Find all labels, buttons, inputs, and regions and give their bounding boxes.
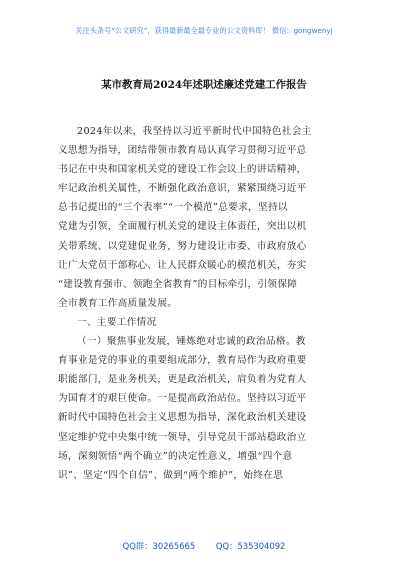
body-line: 职能部门，是业务机关，更是政治机关，肩负着为党育人 [58,374,307,386]
body-line: 场，深刻领悟“两个确立”的决定性意义，增强“四个意 [58,450,293,462]
body-line: 让广大党员干部称心、让人民群众暖心的模范机关，夯实 [58,259,307,271]
body-line: 关带系统、以党建促业务，努力建设让市委、市政府放心 [58,240,307,252]
footer-qq-number: QQ：535304092 [215,541,286,551]
body-line: 2024年以来，我坚持以习近平新时代中国特色社会主 [77,126,312,137]
footer-contact [0,540,408,552]
document-title: 某市教育局2024年述职述廉述党建工作报告 [101,79,307,91]
body-line: 牢记政治机关属性，不断强化政治意识，紧紧围绕习近平 [58,183,307,195]
footer-qq-group: QQ群：30265665 [122,541,196,551]
body-line: 坚定维护党中央集中统一领导，引导党员干部站稳政治立 [58,431,307,443]
body-line: “建设教育强市、领跑全省教育”的目标牵引，引领保障 [58,278,298,290]
body-line: 总书记提出的“三个表率”“一个模范”总要求，坚持以 [58,202,288,214]
body-line: 为国育才的艰巨使命。一是提高政治站位。坚持以习近平 [58,393,307,405]
body-line: （一）聚焦事业发展，锤炼绝对忠诚的政治品格。教 [77,336,306,348]
body-line: 新时代中国特色社会主义思想为指导，深化政治机关建设 [58,412,307,424]
section-heading: 一、主要工作情况 [77,316,157,328]
document-body [58,122,350,485]
header-banner: 关注头条号“公文研究”，获得最新最全最专业的公文资料库！ 微信：gongwenyj [75,26,333,35]
body-line: 全市教育工作高质量发展。 [58,297,178,309]
body-line: 义思想为指导，团结带领市教育局认真学习贯彻习近平总 [58,145,307,157]
body-line: 党建为引领，全面履行机关党的建设主体责任，突出以机 [58,221,307,233]
body-line: 书记在中央和国家机关党的建设工作会议上的讲话精神， [58,164,307,176]
body-line: 识”、坚定“四个自信”、做到“两个维护”，始终在思 [58,469,284,481]
body-line: 育事业是党的事业的重要组成部分，教育局作为政府重要 [58,355,307,367]
